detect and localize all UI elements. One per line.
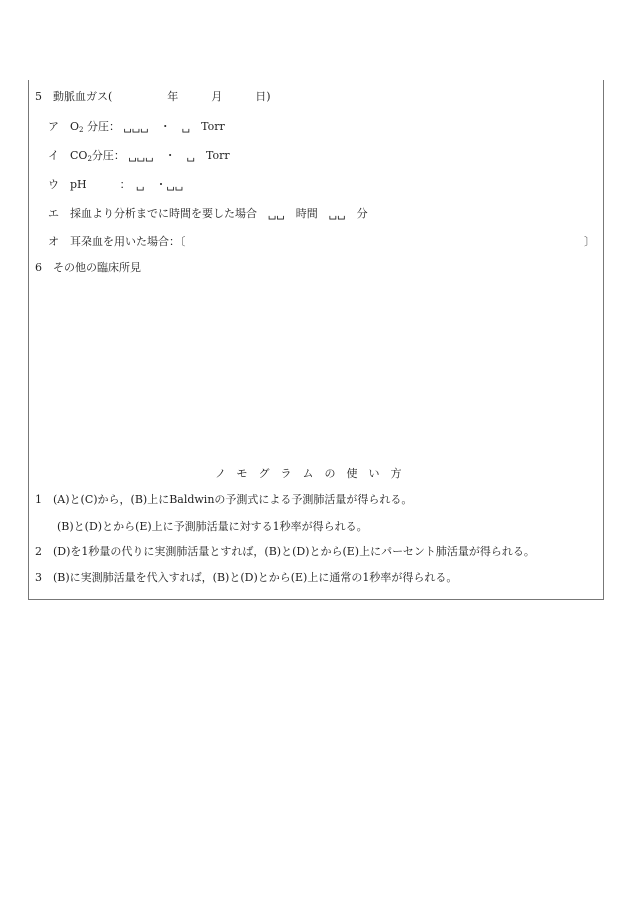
- time-row: エ 採血より分析までに時間を要した場合 ␣␣ 時間 ␣␣ 分: [48, 207, 368, 220]
- earlobe-close-bracket: 〕: [584, 235, 595, 248]
- nomogram-item: (B)と(D)とから(E)上に予測肺活量に対する1秒率が得られる。: [35, 520, 368, 533]
- nomogram-item: 2 (D)を1秒量の代りに実測肺活量とすれば，(B)と(D)とから(E)上にパーセント肺活量が得られる。: [35, 545, 535, 558]
- section6-heading: 6 その他の臨床所見: [35, 261, 141, 274]
- nomogram-item: 1 (A)と(C)から，(B)上にBaldwinの予測式による予測肺活量が得られる。: [35, 493, 413, 506]
- earlobe-row: オ 耳朶血を用いた場合：〔: [48, 235, 186, 248]
- section5-heading: 5 動脈血ガス( 年 月 日): [35, 90, 271, 103]
- nomogram-title: ノモグラムの使い方: [215, 467, 413, 480]
- o2-pressure-row: ア $O_2$ 分圧： ␣␣␣ ・ ␣ Torr: [48, 120, 225, 134]
- nomogram-item: 3 (B)に実測肺活量を代入すれば，(B)と(D)とから(E)上に通常の1秒率が得られる。: [35, 571, 458, 584]
- co2-pressure-row: イ $CO_2$分圧： ␣␣␣ ・ ␣ Torr: [48, 149, 230, 163]
- ph-row: ウ pH ： ␣ ・␣␣: [48, 178, 184, 191]
